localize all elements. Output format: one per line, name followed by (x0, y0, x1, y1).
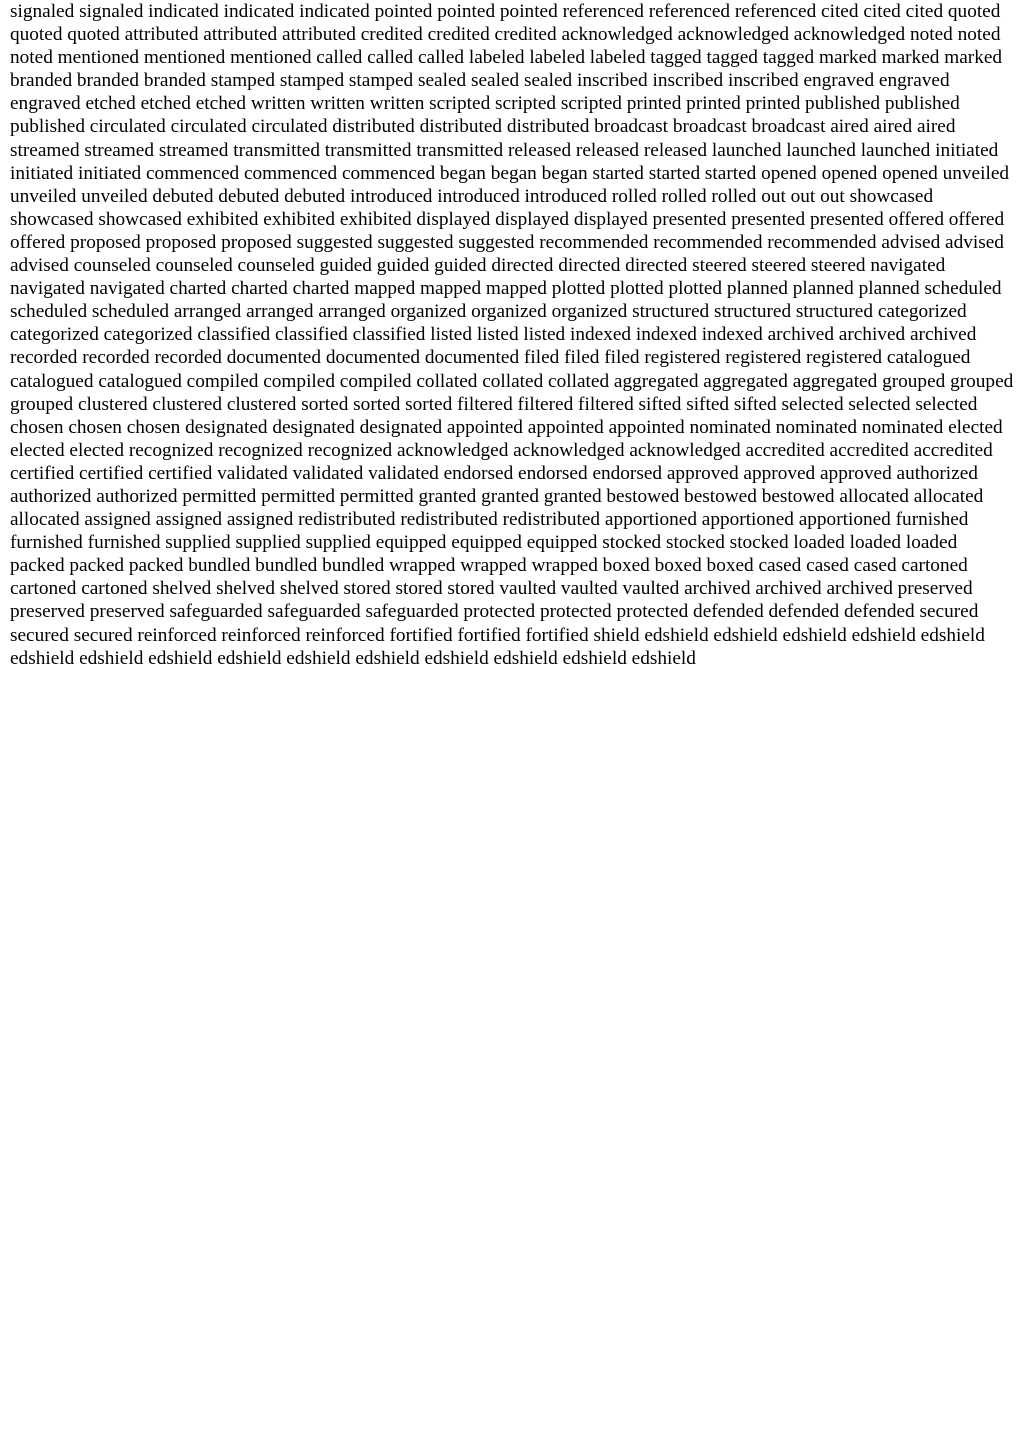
document-body-text: signaled signaled indicated indicated indicated pointed pointed pointed referenced referenced referenced cited cited cited quoted quoted quoted attributed attributed attributed credited credited credited acknowledged acknowledged acknowledged noted noted noted mentioned mentioned mentioned called called called labeled labeled labeled tagged tagged tagged marked marked marked branded branded branded stamped stamped stamped sealed sealed sealed inscribed inscribed inscribed engraved engraved engraved etched etched etched written written written scripted scripted scripted printed printed printed published published published circulated circulated circulated distributed distributed distributed broadcast broadcast broadcast aired aired aired streamed streamed streamed transmitted transmitted transmitted released released released launched launched launched initiated initiated initiated commenced commenced commenced began began began started started started opened opened opened unveiled unveiled unveiled debuted debuted debuted introduced introduced introduced rolled rolled rolled out out out showcased showcased showcased exhibited exhibited exhibited displayed displayed displayed presented presented presented offered offered offered proposed proposed proposed suggested suggested suggested recommended recommended recommended advised advised advised counseled counseled counseled guided guided guided directed directed directed steered steered steered navigated navigated navigated charted charted charted mapped mapped mapped plotted plotted plotted planned planned planned scheduled scheduled scheduled arranged arranged arranged organized organized organized structured structured structured categorized categorized categorized classified classified classified listed listed listed indexed indexed indexed archived archived archived recorded recorded recorded documented documented documented filed filed filed registered registered registered catalogued catalogued catalogued compiled compiled compiled collated collated collated aggregated aggregated aggregated grouped grouped grouped clustered clustered clustered sorted sorted sorted filtered filtered filtered sifted sifted sifted selected selected selected chosen chosen chosen designated designated designated appointed appointed appointed nominated nominated nominated elected elected elected recognized recognized recognized acknowledged acknowledged acknowledged accredited accredited accredited certified certified certified validated validated validated endorsed endorsed endorsed approved approved approved authorized authorized authorized permitted permitted permitted granted granted granted bestowed bestowed bestowed allocated allocated allocated assigned assigned assigned redistributed redistributed redistributed apportioned apportioned apportioned furnished furnished furnished supplied supplied supplied equipped equipped equipped stocked stocked stocked loaded loaded loaded packed packed packed bundled bundled bundled wrapped wrapped wrapped boxed boxed boxed cased cased cased cartoned cartoned cartoned shelved shelved shelved stored stored stored vaulted vaulted vaulted archived archived archived preserved preserved preserved safeguarded safeguarded safeguarded protected protected protected defended defended defended secured secured secured reinforced reinforced reinforced fortified fortified fortified shield edshield edshield edshield edshield edshield edshield edshield edshield edshield edshield edshield edshield edshield edshield edshield (10, 1, 1014, 669)
